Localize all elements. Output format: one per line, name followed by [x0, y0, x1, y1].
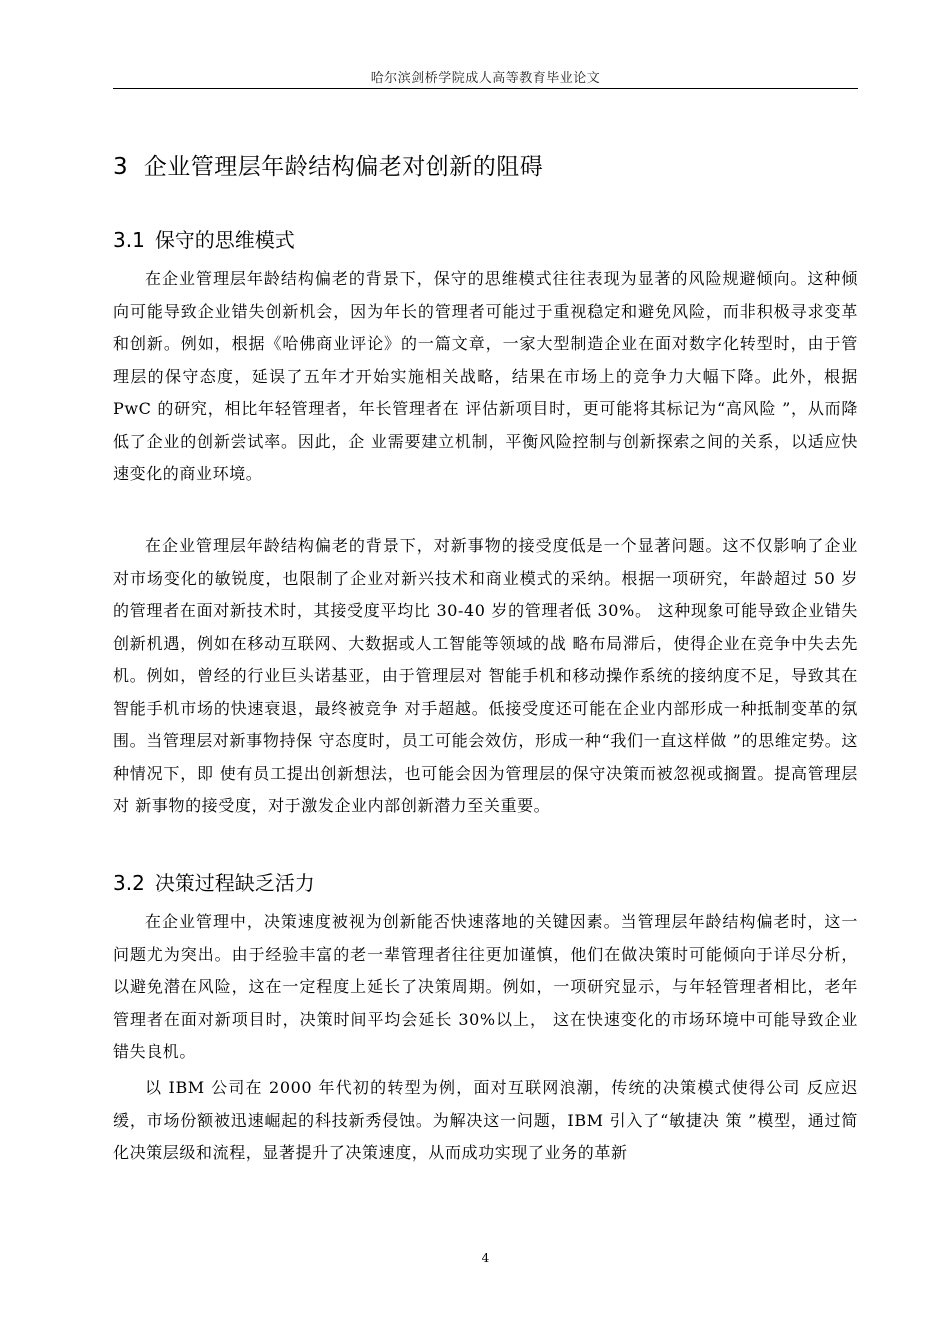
- section-title: 保守的思维模式: [154, 228, 295, 252]
- paragraph: 在企业管理层年龄结构偏老的背景下，保守的思维模式往往表现为显著的风险规避倾向。这种倾向可能导致企业错失创新机会，因为年长的管理者可能过于重视稳定和避免风险，而非积极寻求变革和创新。例如，根据《哈佛商业评论》的一篇文章，一家大型制造企业在面对数字化转型时，由于管理层的保守态度，延误了五年才开始实施相关战略，结果在市场上的竞争力大幅下降。此外，根据 PwC 的研究，相比年轻管理者，年长管理者在 评估新项目时，更可能将其标记为“高风险 ”，从而降低了企业的创新尝试率。因此，企 业需要建立机制，平衡风险控制与创新探索之间的关系，以适应快速变化的商业环境。: [113, 269, 858, 483]
- paragraph: 以 IBM 公司在 2000 年代初的转型为例，面对互联网浪潮，传统的决策模式使得公司 反应迟缓，市场份额被迅速崛起的科技新秀侵蚀。为解决这一问题，IBM 引入了“敏捷决 策 ”模型，通过简化决策层级和流程，显著提升了决策速度，从而成功实现了业务的革新: [113, 1078, 858, 1162]
- chapter-number: 3: [113, 154, 129, 180]
- section-number: 3.2: [113, 871, 145, 895]
- paragraph: 在企业管理层年龄结构偏老的背景下，对新事物的接受度低是一个显著问题。这不仅影响了企业对市场变化的敏锐度，也限制了企业对新兴技术和商业模式的采纳。根据一项研究，年龄超过 50 岁的管理者在面对新技术时，其接受度平均比 30-40 岁的管理者低 30%。 这种现象可能导致企业错失创新机遇，例如在移动互联网、大数据或人工智能等领域的战 略布局滞后，使得企业在竞争中失去先机。例如，曾经的行业巨头诺基亚，由于管理层对 智能手机和移动操作系统的接纳度不足，导致其在智能手机市场的快速衰退，最终被竞争 对手超越。低接受度还可能在企业内部形成一种抵制变革的氛围。当管理层对新事物持保 守态度时，员工可能会效仿，形成一种“我们一直这样做 ”的思维定势。这种情况下，即 使有员工提出创新想法，也可能会因为管理层的保守决策而被忽视或搁置。提高管理层对 新事物的接受度，对于激发企业内部创新潜力至关重要。: [113, 536, 858, 815]
- section-heading-3-2: [113, 867, 315, 896]
- section-title: 决策过程缺乏活力: [154, 871, 315, 895]
- chapter-title: 企业管理层年龄结构偏老对创新的阻碍: [143, 154, 544, 180]
- paragraph: 在企业管理中，决策速度被视为创新能否快速落地的关键因素。当管理层年龄结构偏老时，这一问题尤为突出。由于经验丰富的老一辈管理者往往更加谨慎，他们在做决策时可能倾向于详尽分析，以避免潜在风险，这在一定程度上延长了决策周期。例如，一项研究显示，与年轻管理者相比，老年管理者在面对新项目时，决策时间平均会延长 30%以上， 这在快速变化的市场环境中可能导致企业错失良机。: [113, 912, 858, 1061]
- header-divider: [113, 88, 858, 89]
- section-number: 3.1: [113, 228, 145, 252]
- chapter-heading: [113, 148, 543, 181]
- page-number: 4: [481, 1251, 490, 1265]
- section-heading-3-1: [113, 224, 295, 253]
- running-header: 哈尔滨剑桥学院成人高等教育毕业论文: [370, 71, 601, 86]
